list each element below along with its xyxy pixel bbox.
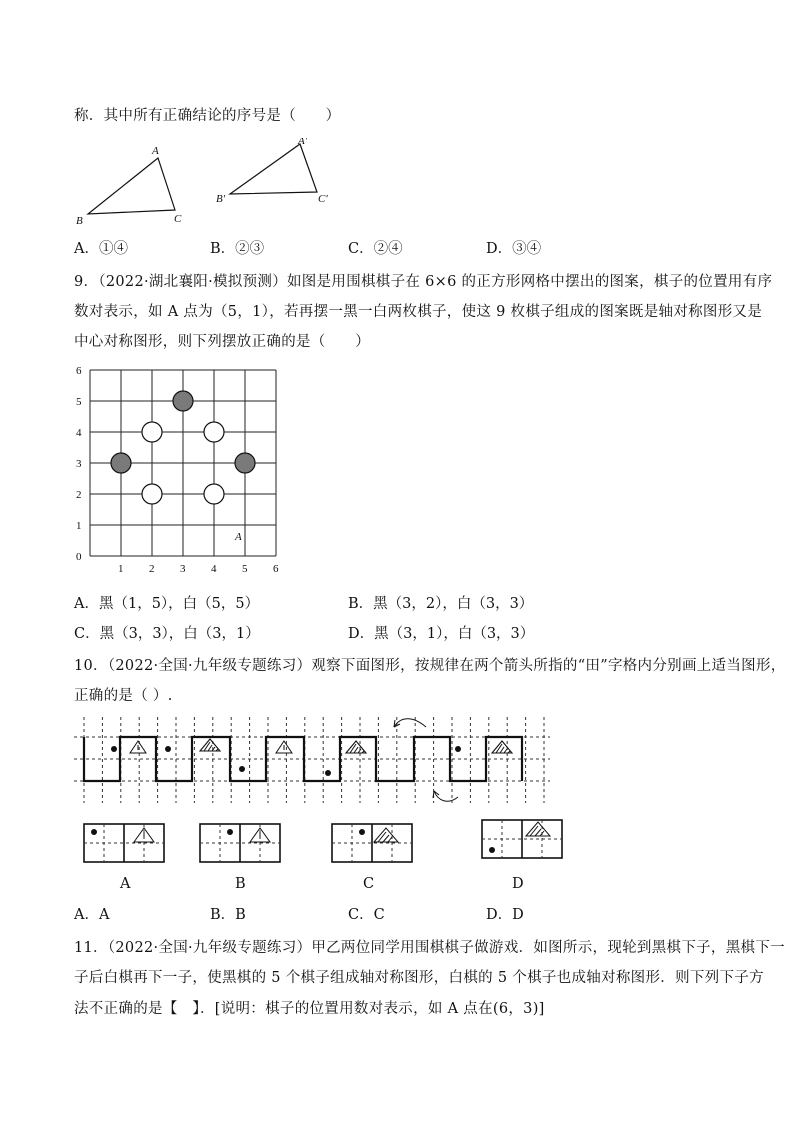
white-stone	[204, 422, 224, 442]
y-tick-label: 0	[76, 551, 82, 563]
label-A-prime: A′	[298, 138, 308, 147]
q8-option-d[interactable]: D．③④	[486, 241, 542, 257]
q8-text: 称．其中所有正确结论的序号是（ ）	[74, 108, 341, 124]
white-stone	[142, 484, 162, 504]
y-tick-label: 6	[76, 365, 82, 377]
q9-option-b[interactable]: B．黑（3，2），白（3，3）	[348, 596, 534, 612]
white-stone	[142, 422, 162, 442]
q9-option-a[interactable]: A．黑（1，5），白（5，5）	[74, 596, 260, 612]
q10-option-b[interactable]: B．B	[210, 907, 246, 923]
q10-choice-b-box[interactable]	[198, 822, 284, 866]
q10-choice-c-box[interactable]	[330, 822, 416, 866]
q10-choice-d-box[interactable]	[480, 818, 566, 862]
q10-choice-label-b: B	[235, 876, 246, 892]
q9-go-board-grid	[70, 362, 290, 582]
label-C-prime: C′	[318, 193, 328, 205]
y-tick-label: 5	[76, 396, 82, 408]
x-tick-label: 6	[273, 563, 279, 575]
q10-choice-a-box[interactable]	[82, 822, 168, 866]
q9-line-2: 数对表示，如 A 点为（5，1），若再摆一黑一白两枚棋子，使这 9 枚棋子组成的图案既是轴对称图形又是	[74, 304, 763, 320]
x-tick-label: 4	[211, 563, 217, 575]
q8-option-a[interactable]: A．①④	[74, 241, 128, 257]
x-tick-label: 5	[242, 563, 248, 575]
x-tick-label: 1	[118, 563, 124, 575]
q10-option-d[interactable]: D．D	[486, 907, 524, 923]
y-tick-label: 2	[76, 489, 82, 501]
x-tick-label: 3	[180, 563, 186, 575]
label-A: A	[152, 145, 159, 157]
black-stone	[235, 453, 255, 473]
q10-option-a[interactable]: A．A	[74, 907, 110, 923]
label-B-prime: B′	[216, 193, 226, 205]
q10-line-1: 10．（2022·全国·九年级专题练习）观察下面图形，按规律在两个箭头所指的“田”字格内分别画上适当图形，	[74, 658, 786, 674]
q10-option-c[interactable]: C．C	[348, 907, 385, 923]
white-stone	[204, 484, 224, 504]
q9-option-c[interactable]: C．黑（3，3），白（3，1）	[74, 626, 260, 642]
q10-pattern-figure	[74, 715, 554, 810]
y-tick-label: 1	[76, 520, 82, 532]
label-C: C	[174, 213, 182, 225]
label-B: B	[76, 215, 83, 227]
q10-line-2: 正确的是（ ）.	[74, 688, 173, 704]
q9-line-1: 9．（2022·湖北襄阳·模拟预测）如图是用围棋棋子在 6×6 的正方形网格中摆出的图案，棋子的位置用有序	[74, 274, 773, 290]
q11-line-2: 子后白棋再下一子，使黑棋的 5 个棋子组成轴对称图形，白棋的 5 个棋子也成轴对称图形．则下列下子方	[74, 970, 764, 986]
black-stone	[173, 391, 193, 411]
q8-option-c[interactable]: C．②④	[348, 241, 403, 257]
q11-line-3: 法不正确的是【 】．[说明：棋子的位置用数对表示，如 A 点在(6，3)]	[74, 1001, 545, 1017]
black-stone	[111, 453, 131, 473]
q10-choice-label-c: C	[363, 876, 375, 892]
q9-option-d[interactable]: D．黑（3，1），白（3，3）	[348, 626, 535, 642]
q9-line-3: 中心对称图形，则下列摆放正确的是（ ）	[74, 334, 370, 350]
point-a-label: A	[235, 531, 242, 543]
y-tick-label: 3	[76, 458, 82, 470]
q10-choice-label-d: D	[512, 876, 524, 892]
y-tick-label: 4	[76, 427, 82, 439]
q10-choice-label-a: A	[120, 876, 131, 892]
q8-option-b[interactable]: B．②③	[210, 241, 265, 257]
x-tick-label: 2	[149, 563, 155, 575]
q11-line-1: 11．（2022·全国·九年级专题练习）甲乙两位同学用围棋棋子做游戏．如图所示，现轮到黑棋下子，黑棋下一	[74, 940, 785, 956]
q8-triangles-figure	[70, 138, 350, 233]
